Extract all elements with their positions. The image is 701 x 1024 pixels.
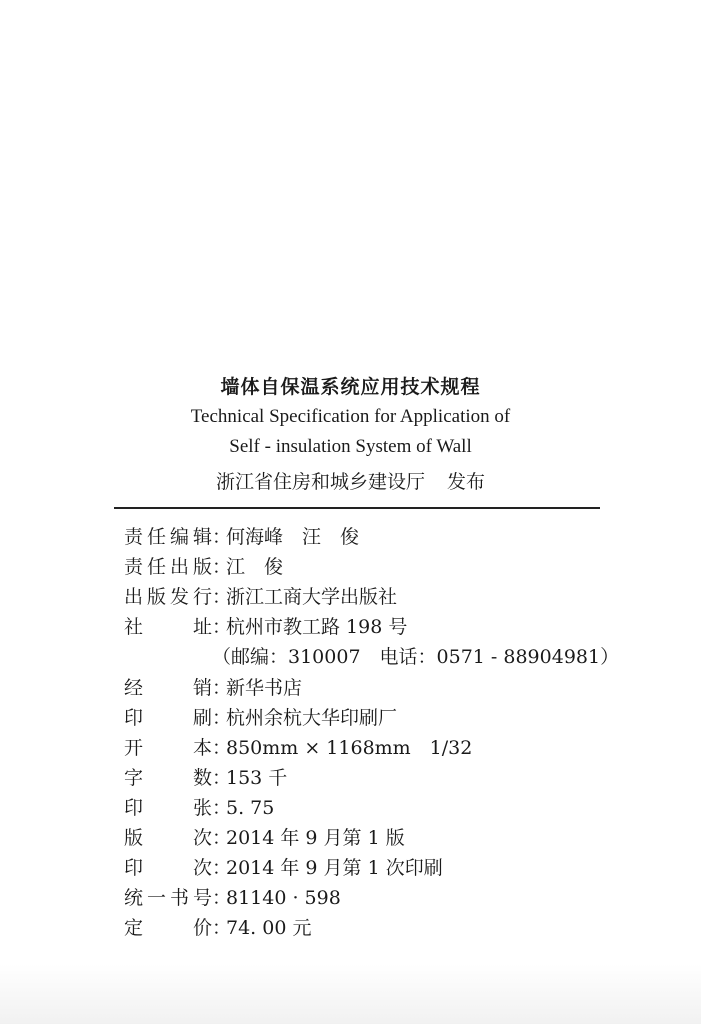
info-row-price: [124, 913, 311, 943]
info-colon: ：: [212, 586, 232, 608]
info-label: 经销: [124, 677, 212, 699]
info-value: 新华书店: [226, 677, 303, 699]
info-value: 杭州市教工路 198 号: [226, 616, 408, 638]
info-label: 版次: [124, 827, 212, 849]
issuer-line: [0, 467, 701, 494]
info-label: 开本: [124, 737, 212, 759]
info-colon: ：: [212, 707, 232, 729]
info-colon: ：: [212, 827, 232, 849]
issuer-name: 浙江省住房和城乡建设厅: [215, 471, 425, 493]
info-value: 2014 年 9 月第 1 版: [226, 827, 405, 849]
info-label: 责任出版: [124, 556, 212, 578]
info-value: 浙江工商大学出版社: [226, 586, 398, 608]
info-value: 江 俊: [226, 556, 284, 578]
book-title-chinese: 墙体自保温系统应用技术规程: [220, 376, 481, 398]
info-colon: ：: [212, 917, 232, 939]
info-row-edition: [124, 823, 405, 853]
info-row-distributor: [124, 673, 302, 703]
info-row-printing: [124, 853, 443, 883]
info-row-publisher: [124, 582, 397, 612]
info-colon: ：: [212, 857, 232, 879]
info-row-word-count: [124, 763, 287, 793]
info-value: 杭州余杭大华印刷厂: [226, 707, 398, 729]
info-value: 何海峰 汪 俊: [226, 526, 360, 548]
info-label: 责任编辑: [124, 526, 212, 548]
divider-line: [114, 507, 600, 509]
info-value: 850mm × 1168mm 1/32: [226, 737, 473, 759]
info-label: 印次: [124, 857, 212, 879]
issuer-action: 发布: [447, 471, 486, 493]
info-colon: ：: [212, 526, 232, 548]
info-label: 印张: [124, 797, 212, 819]
info-value: 74. 00 元: [226, 917, 312, 939]
info-row-format: [124, 733, 472, 763]
book-title-english-line2: Self - insulation System of Wall: [229, 436, 472, 457]
info-label: 印刷: [124, 707, 212, 729]
info-row-printer: [124, 703, 397, 733]
info-row-editor: [124, 522, 359, 552]
page-bottom-shade: [0, 964, 701, 1024]
info-row-book-number: [124, 883, 341, 913]
info-label: 出版发行: [124, 586, 212, 608]
info-colon: ：: [212, 797, 232, 819]
info-value: 5. 75: [226, 797, 275, 819]
info-colon: ：: [212, 887, 232, 909]
book-title-english-line1: Technical Specification for Application of: [190, 406, 511, 427]
info-colon: ：: [212, 616, 232, 638]
info-label: 统一书号: [124, 887, 212, 909]
info-colon: ：: [212, 767, 232, 789]
address-postcode-phone: （邮编：310007 电话：0571 - 88904981）: [212, 646, 620, 668]
info-colon: ：: [212, 677, 232, 699]
info-row-address: [124, 612, 407, 642]
info-value: 81140 · 598: [226, 887, 341, 909]
info-row-production: [124, 552, 283, 582]
info-label: 社址: [124, 616, 212, 638]
info-colon: ：: [212, 737, 232, 759]
info-value: 153 千: [226, 767, 288, 789]
info-row-sheets: [124, 793, 274, 823]
info-label: 字数: [124, 767, 212, 789]
info-colon: ：: [212, 556, 232, 578]
info-label: 定价: [124, 917, 212, 939]
info-value: 2014 年 9 月第 1 次印刷: [226, 857, 443, 879]
